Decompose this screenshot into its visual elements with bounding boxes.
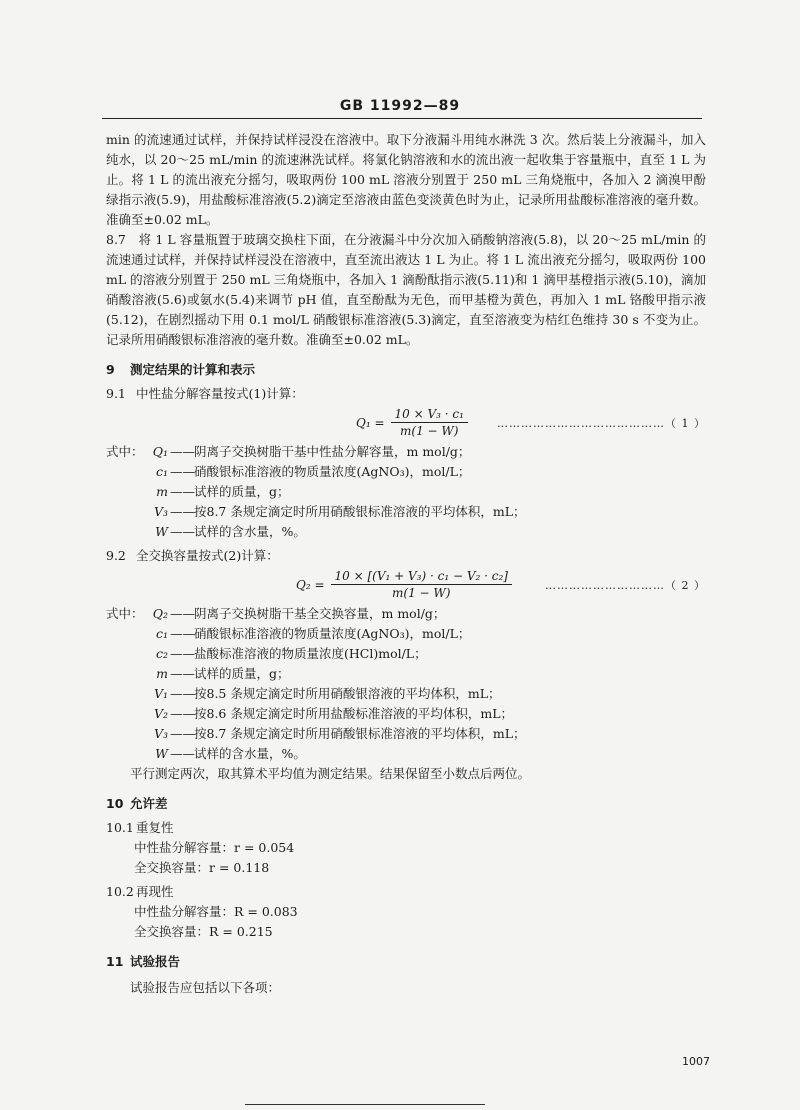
symbol: Q₁	[152, 444, 168, 459]
clause-number: 9.2	[106, 548, 126, 563]
definition-dash: ——	[170, 706, 195, 721]
symbol: V₃	[153, 726, 168, 741]
symbol-definition	[106, 442, 706, 462]
formula-number: …………………………（ 2 ）	[545, 579, 706, 592]
header-rule	[102, 118, 702, 119]
clause-text: 再现性	[136, 884, 174, 899]
definition-dash: ——	[170, 686, 195, 701]
symbol: V₂	[153, 706, 168, 721]
where-lead	[106, 624, 146, 644]
symbol-definition	[106, 664, 706, 684]
clause-text: 中性盐分解容量按式(1)计算：	[136, 386, 304, 401]
clause-10-2	[106, 882, 706, 902]
clause-text: 重复性	[136, 820, 174, 835]
symbol: Q₂	[152, 606, 168, 621]
symbol-definition	[106, 462, 706, 482]
clause-9-2	[106, 546, 706, 566]
symbol-definition	[106, 704, 706, 724]
definition-dash: ——	[170, 726, 195, 741]
formula-lhs: Q₂ =	[296, 577, 325, 592]
definition-dash: ——	[170, 746, 195, 761]
reproducibility-total: 全交换容量：R = 0.215	[134, 924, 273, 939]
definition-text: 盐酸标准溶液的物质量浓度(HCl)mol/L；	[194, 646, 427, 661]
symbol: V₃	[153, 504, 168, 519]
symbol: W	[155, 524, 168, 539]
symbol: c₁	[155, 626, 168, 641]
definition-dash: ——	[170, 646, 195, 661]
where-lead	[106, 704, 146, 724]
formula-denominator: m(1 − W)	[400, 424, 459, 438]
footer-rule	[245, 1104, 485, 1105]
where-lead	[106, 462, 146, 482]
symbol-definition	[106, 684, 706, 704]
section-title: 试验报告	[130, 954, 181, 969]
formula-2	[106, 568, 706, 602]
standard-number: GB 11992—89	[339, 98, 461, 114]
clause-text: 全交换容量按式(2)计算：	[136, 548, 279, 563]
page-number: 1007	[682, 1055, 710, 1068]
definition-text: 试样的质量，g；	[194, 666, 290, 681]
report-intro: 试验报告应包括以下各项：	[130, 980, 281, 995]
where-lead	[106, 482, 146, 502]
definition-dash: ——	[170, 444, 195, 459]
symbol-definition	[106, 624, 706, 644]
where-lead: 式中：	[106, 606, 144, 621]
repeatability-total: 全交换容量：r = 0.118	[134, 860, 270, 875]
definition-text: 按8.7 条规定滴定时所用硝酸银标准溶液的平均体积，mL；	[194, 504, 526, 519]
clause-number: 10.2	[106, 884, 134, 899]
where-lead	[106, 724, 146, 744]
reproducibility-neutral: 中性盐分解容量：R = 0.083	[134, 904, 298, 919]
definition-dash: ——	[170, 626, 195, 641]
symbol-list-2	[106, 604, 706, 764]
where-lead	[106, 664, 146, 684]
definition-text: 试样的含水量，%。	[194, 524, 306, 539]
where-lead: 式中：	[106, 444, 144, 459]
symbol: W	[155, 746, 168, 761]
definition-text: 按8.6 条规定滴定时所用盐酸标准溶液的平均体积，mL；	[194, 706, 514, 721]
where-lead	[106, 744, 146, 764]
section-number: 10	[106, 796, 124, 811]
paragraph-8-7: 8.7 将 1 L 容量瓶置于玻璃交换柱下面，在分液漏斗中分次加入硝酸钠溶液(5.8)，以 20～25 mL/min 的流速通过试样，并保持试样浸没在溶液中，直至流出液达 1 L 为止。将 1 L 流出液充分摇匀，吸取两份 100 mL 的溶液分别置于 250 mL 三角烧瓶中，各加入 1 滴酚酞指示液(5.11)和 1 滴甲基橙指示液(5.10)，滴加硝酸溶液(5.6)或氨水(5.4)来调节 pH 值，直至酚酞为无色，而甲基橙为黄色，再加入 1 mL 铬酸甲指示液(5.12)，在剧烈摇动下用 0.1 mol/L 硝酸银标准溶液(5.3)滴定，直至溶液变为桔红色维持 30 s 不变为止。记录所用硝酸银标准溶液的毫升数。准确至±0.02 mL。	[106, 232, 706, 347]
definition-text: 按8.5 条规定滴定时所用硝酸银溶液的平均体积，mL；	[194, 686, 501, 701]
definition-text: 阴离子交换树脂干基中性盐分解容量，m mol/g；	[194, 444, 471, 459]
formula-numerator: 10 × [(V₁ + V₃) · c₁ − V₂ · c₂]	[331, 568, 512, 585]
symbol-definition	[106, 482, 706, 502]
clause-number: 10.1	[106, 820, 134, 835]
definition-dash: ——	[170, 524, 195, 539]
formula-numerator: 10 × V₃ · c₁	[391, 406, 468, 423]
formula-fraction	[331, 568, 512, 601]
definition-dash: ——	[170, 666, 195, 681]
definition-text: 试样的含水量，%。	[194, 746, 306, 761]
symbol-definition	[106, 604, 706, 624]
paragraph-continued: min 的流速通过试样，并保持试样浸没在溶液中。取下分液漏斗用纯水淋洗 3 次。然后装上分液漏斗，加入纯水，以 20～25 mL/min 的流速淋洗试样。将氯化钠溶液和水的流出液一起收集于容量瓶中，直至 1 L 为止。将 1 L 的流出液充分摇匀，吸取两份 100 mL 溶液分别置于 250 mL 三角烧瓶中，各加入 2 滴溴甲酚绿指示液(5.9)，用盐酸标准溶液(5.2)滴定至溶液由蓝色变淡黄色时为止，记录所用盐酸标准溶液的毫升数。准确至±0.02 mL。	[106, 132, 706, 227]
where-lead	[106, 522, 146, 542]
symbol-list-1	[106, 442, 706, 542]
symbol: m	[156, 484, 168, 499]
symbol: V₁	[153, 686, 168, 701]
section-9-heading	[106, 360, 706, 380]
section-title: 测定结果的计算和表示	[130, 362, 256, 377]
where-lead	[106, 644, 146, 664]
symbol-definition	[106, 644, 706, 664]
symbol: m	[156, 666, 168, 681]
document-body	[106, 130, 706, 998]
closing-paragraph: 平行测定两次，取其算术平均值为测定结果。结果保留至小数点后两位。	[130, 766, 531, 781]
section-title: 允许差	[130, 796, 168, 811]
formula-fraction	[391, 406, 468, 439]
formula-number: ……………………………………（ 1 ）	[497, 417, 706, 430]
definition-text: 硝酸银标准溶液的物质量浓度(AgNO₃)，mol/L；	[194, 626, 471, 641]
clause-number: 9.1	[106, 386, 126, 401]
formula-lhs: Q₁ =	[356, 415, 385, 430]
formula-denominator: m(1 − W)	[392, 586, 451, 600]
definition-text: 试样的质量，g；	[194, 484, 290, 499]
symbol: c₂	[155, 646, 168, 661]
definition-text: 阴离子交换树脂干基全交换容量，m mol/g；	[194, 606, 446, 621]
section-number: 11	[106, 954, 124, 969]
symbol-definition	[106, 724, 706, 744]
symbol: c₁	[155, 464, 168, 479]
definition-dash: ——	[170, 504, 195, 519]
section-number: 9	[106, 362, 115, 377]
formula-1	[106, 406, 706, 440]
definition-dash: ——	[170, 484, 195, 499]
where-lead	[106, 502, 146, 522]
symbol-definition	[106, 502, 706, 522]
clause-9-1	[106, 384, 706, 404]
repeatability-neutral: 中性盐分解容量：r = 0.054	[134, 840, 295, 855]
symbol-definition	[106, 522, 706, 542]
section-11-heading	[106, 952, 706, 972]
definition-dash: ——	[170, 606, 195, 621]
section-10-heading	[106, 794, 706, 814]
definition-text: 按8.7 条规定滴定时所用硝酸银标准溶液的平均体积，mL；	[194, 726, 526, 741]
clause-10-1	[106, 818, 706, 838]
definition-dash: ——	[170, 464, 195, 479]
definition-text: 硝酸银标准溶液的物质量浓度(AgNO₃)，mol/L；	[194, 464, 471, 479]
symbol-definition	[106, 744, 706, 764]
where-lead	[106, 684, 146, 704]
